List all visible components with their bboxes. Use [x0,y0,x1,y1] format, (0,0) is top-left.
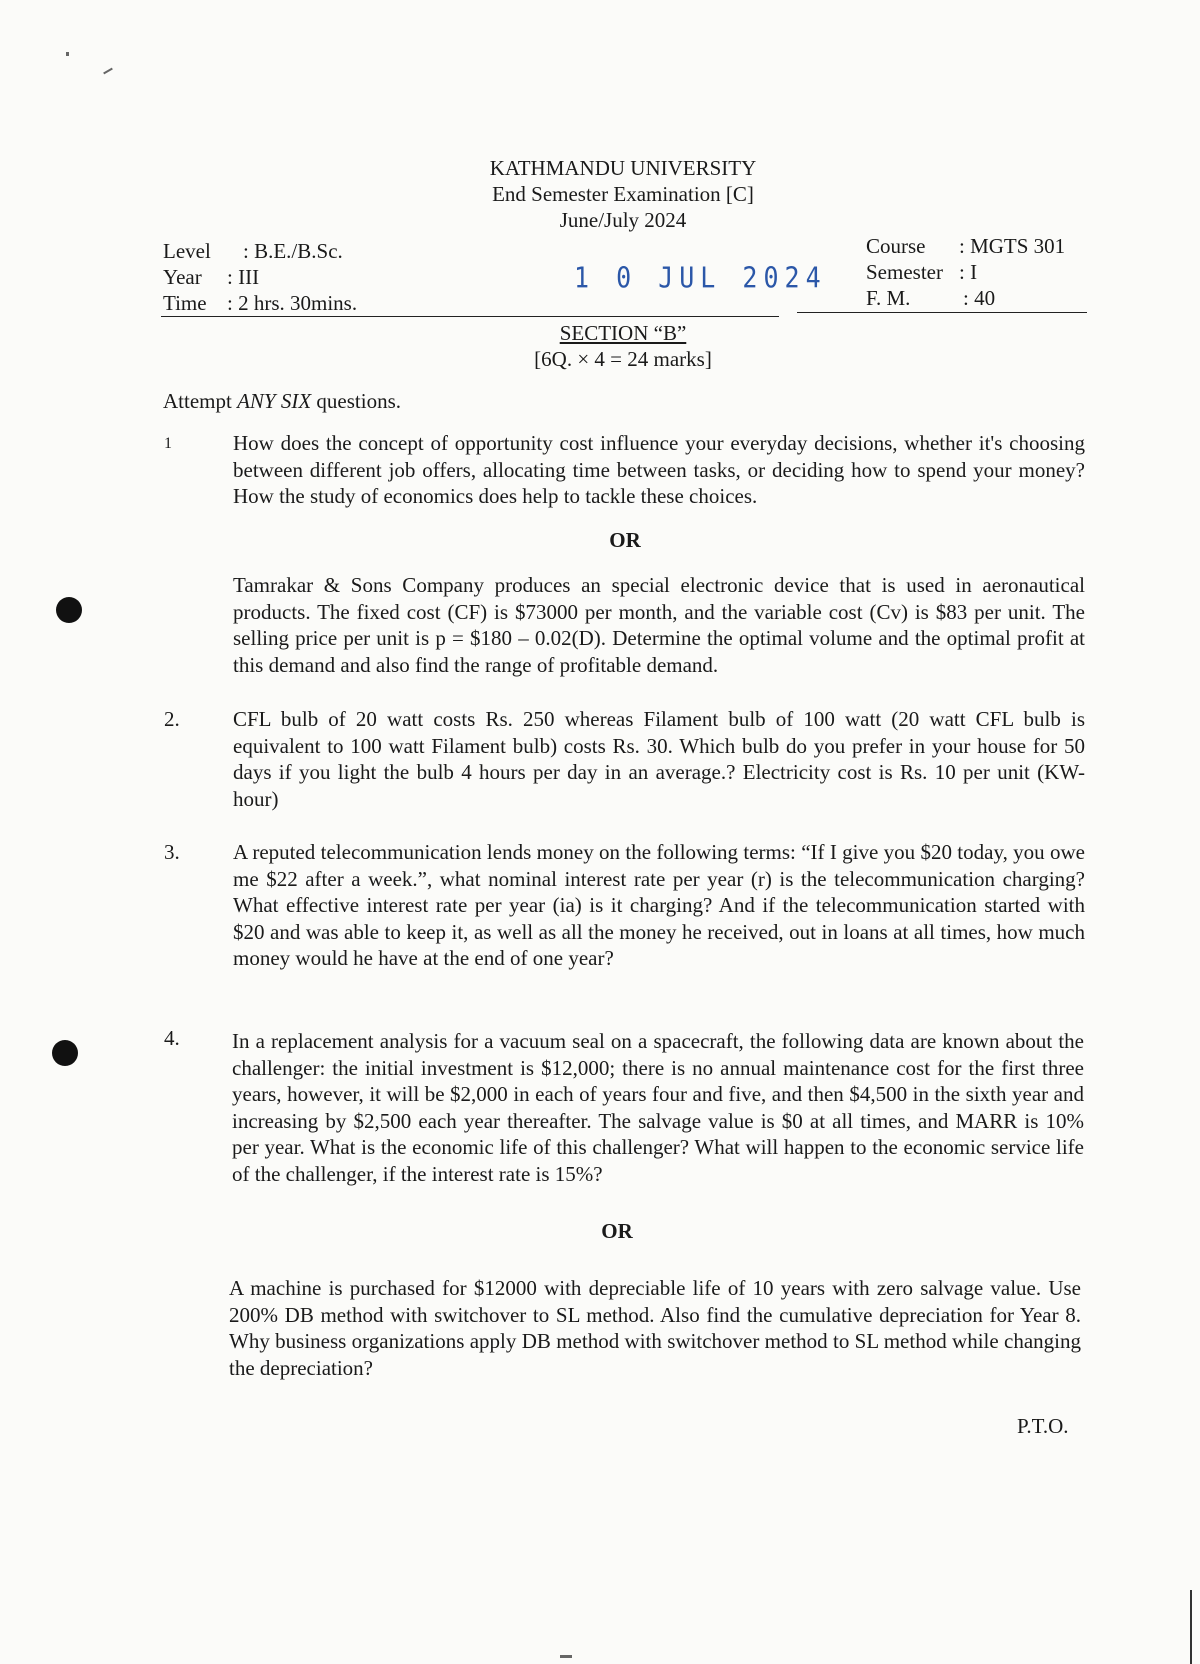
meta-time [163,290,357,316]
semester-value: : I [959,260,978,284]
question-text: A reputed telecommunication lends money on the following terms: “If I give you $20 today, you owe me $22 after a week.”, what nominal interest rate per year (r) is the telecommunication charging? What effective interest rate per year (ia) is it charging? And if the telecommunication started with $20 and was able to keep it, as well as all the money he received, out in loans at all times, how much money would he have at the end of one year? [233,840,1085,970]
course-value: : MGTS 301 [959,234,1066,258]
exam-name: End Semester Examination [C] [492,182,754,206]
semester-label: Semester [866,260,943,284]
scan-speck [103,68,113,75]
section-marks: [6Q. × 4 = 24 marks] [534,347,712,371]
time-value: : 2 hrs. 30mins. [227,291,358,315]
question-text: CFL bulb of 20 watt costs Rs. 250 whereas Filament bulb of 100 watt (20 watt CFL bulb is equivalent to 100 watt Filament bulb) costs Rs. 30. Which bulb do you prefer in your house for 50 days if you light the bulb 4 hours per day in an average.? Electricity cost is Rs. 10 per unit (KW-hour) [233,707,1085,811]
instruction-prefix: Attempt [163,389,238,413]
meta-year [163,264,259,290]
question-number: 2. [164,707,180,731]
scan-speck [560,1655,572,1658]
page-turn-note: P.T.O. [1017,1414,1069,1438]
or-separator: OR [609,528,641,552]
instruction-emphasis: ANY SIX [237,389,312,413]
meta-level [163,238,343,264]
question-text: In a replacement analysis for a vacuum seal on a spacecraft, the following data are known about the challenger: the initial investment is $12,000; there is no annual maintenance cost for the first three years, however, it will be $2,000 in each of years four and five, and then $4,500 in the sixth year and increasing by $2,500 each year thereafter. The salvage value is $0 at all times, and MARR is 10% per year. What is the economic life of this challenger? What will happen to the economic service life of the challenger, if the interest rate is 15%? [232,1029,1084,1186]
header-rule-right [797,312,1087,313]
punch-hole [52,1040,78,1066]
meta-course [866,233,1065,259]
course-label: Course [866,234,926,258]
year-label: Year [163,265,202,289]
meta-fm [866,285,995,311]
header-rule-left [161,316,779,317]
or-separator: OR [601,1219,633,1243]
instruction [163,388,401,415]
question-number: 3. [164,840,180,864]
time-label: Time [163,291,207,315]
punch-hole [56,597,82,623]
fm-value: : 40 [963,286,996,310]
question-text: A machine is purchased for $12000 with depreciable life of 10 years with zero salvage value. Use 200% DB method with switchover to SL method. Also find the cumulative depreciation for Year 8. Why business organizations apply DB method with switchover method to SL method while changing the depreciation? [229,1276,1081,1380]
instruction-suffix: questions. [311,389,402,413]
exam-session: June/July 2024 [559,208,687,232]
scan-speck [66,52,69,56]
section-title: SECTION “B” [559,321,687,345]
university-name: KATHMANDU UNIVERSITY [489,156,757,180]
meta-semester [866,259,977,285]
question-text: How does the concept of opportunity cost influence your everyday decisions, whether it's choosing between different job offers, allocating time between tasks, or deciding how to spend your money? How the study of economics does help to tackle these choices. [233,431,1085,508]
scan-edge [1190,1590,1192,1664]
date-stamp: 1 0 JUL 2024 [574,260,827,295]
question-number: 1 [164,435,172,452]
level-value: : B.E./B.Sc. [243,239,343,263]
year-value: : III [227,265,260,289]
fm-label: F. M. [866,286,911,310]
question-number: 4. [164,1026,180,1050]
question-text: Tamrakar & Sons Company produces an special electronic device that is used in aeronautical products. The fixed cost (CF) is $73000 per month, and the variable cost (Cv) is $83 per unit. The selling price per unit is p = $180 – 0.02(D). Determine the optimal volume and the optimal profit at this demand and also find the range of profitable demand. [233,573,1085,677]
level-label: Level [163,239,211,263]
